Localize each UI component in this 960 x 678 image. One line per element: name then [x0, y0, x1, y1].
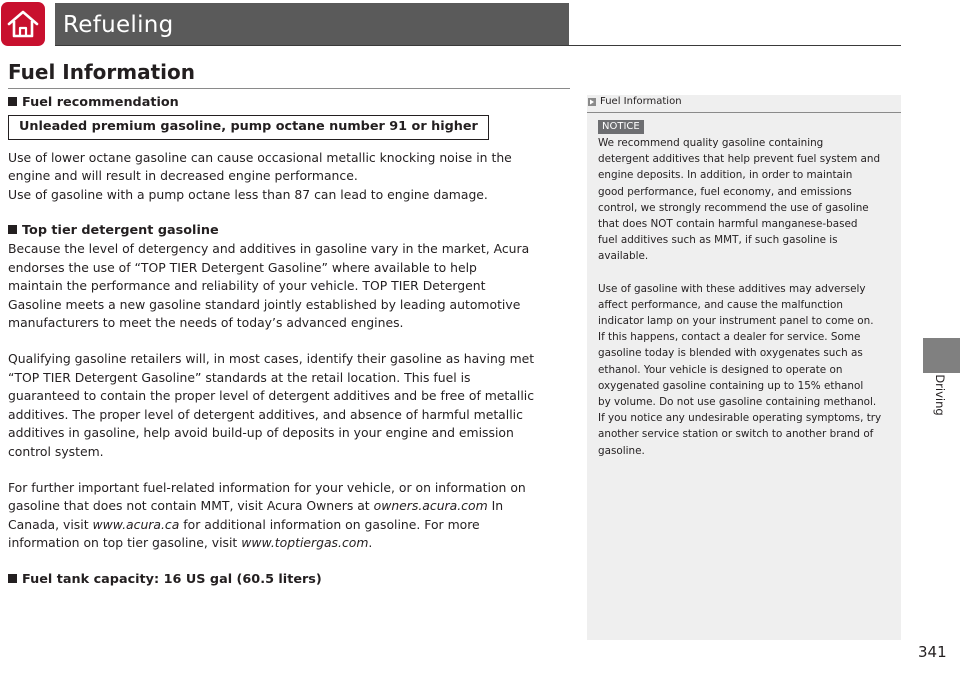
notice-line: good performance, fuel economy, and emissions [598, 185, 852, 198]
chapter-title: Refueling [63, 12, 174, 38]
section-title: Fuel Information [8, 60, 196, 84]
additive-line: ethanol. Your vehicle is designed to operate on [598, 363, 843, 376]
retailer-line: additives. The proper level of detergent additives, and absence of harmful metallic [8, 406, 523, 422]
main-content [8, 94, 573, 589]
top-tier-line: maintain the performance and reliability of your vehicle. TOP TIER Detergent [8, 278, 486, 294]
top-tier-line: Gasoline meets a new gasoline standard jointly established by leading automotive [8, 296, 521, 312]
notice-line: control, we strongly recommend the use of gasoline [598, 201, 869, 214]
acura-ca-link[interactable]: www.acura.ca [92, 516, 180, 532]
additive-line: If you notice any undesirable operating symptoms, try [598, 412, 882, 425]
fuel-recommendation-box: Unleaded premium gasoline, pump octane number 91 or higher [8, 115, 489, 139]
sidebar-divider [587, 112, 901, 113]
info-line: information on top tier gasoline, visit www.toptiergas.com. [8, 535, 373, 551]
sidebar-body [598, 135, 891, 459]
notice-line: We recommend quality gasoline containing [598, 137, 824, 149]
notice-badge: NOTICE [598, 120, 644, 134]
additive-line: If this happens, contact a dealer for service. Some [598, 331, 861, 344]
additive-line: affect performance, and cause the malfunction [598, 298, 843, 311]
chapter-tab-label: Driving [933, 374, 947, 416]
octane-warning-line: Use of lower octane gasoline can cause occasional metallic knocking noise in the [8, 149, 512, 165]
title-divider [55, 45, 901, 46]
bullet-square-icon [8, 97, 17, 106]
notice-line: detergent additives that help prevent fuel system and [598, 153, 881, 166]
retailer-line: guaranteed to contain the proper level of detergent additives and be free of metallic [8, 388, 535, 404]
top-tier-line: endorses the use of “TOP TIER Detergent Gasoline” where available to help [8, 259, 477, 275]
additive-line: oxygenated gasoline containing up to 15% ethanol [598, 379, 864, 392]
home-button[interactable] [1, 2, 45, 46]
notice-line: available. [598, 250, 649, 263]
fuel-tank-capacity-heading: Fuel tank capacity: 16 US gal (60.5 liters) [8, 571, 573, 589]
sidebar-header: Fuel Information [588, 96, 682, 107]
home-icon [6, 9, 40, 39]
section-divider [8, 88, 570, 89]
notice-line: engine deposits. In addition, in order to maintain [598, 169, 853, 182]
retailer-line: Qualifying gasoline retailers will, in most cases, identify their gasoline as having met [8, 351, 535, 367]
bullet-square-icon [8, 574, 17, 583]
top-tier-heading: Top tier detergent gasoline [8, 222, 573, 240]
bullet-square-icon [8, 225, 17, 234]
retailer-line: “TOP TIER Detergent Gasoline” standards at the retail location. This fuel is [8, 369, 471, 385]
top-tier-line: Because the level of detergency and additives in gasoline vary in the market, Acura [8, 241, 530, 257]
additive-line: another service station or switch to another brand of [598, 428, 874, 441]
arrow-right-icon [588, 98, 596, 106]
octane-warning-line: engine and will result in decreased engine performance. [8, 168, 358, 184]
retailer-line: additives in gasoline, help avoid build-up of deposits in your engine and emission [8, 425, 514, 441]
notice-line: that does NOT contain harmful manganese-based [598, 218, 858, 231]
retailer-line: control system. [8, 443, 104, 459]
chapter-title-bar [55, 3, 569, 45]
toptiergas-link[interactable]: www.toptiergas.com [241, 535, 369, 551]
info-line: Canada, visit www.acura.ca for additional information on gasoline. For more [8, 516, 480, 532]
sidebar-note [587, 95, 901, 640]
info-line: gasoline that does not contain MMT, visit Acura Owners at owners.acura.com In [8, 498, 504, 514]
top-tier-line: manufacturers to meet the needs of today’s advanced engines. [8, 315, 404, 331]
notice-line: fuel additives such as MMT, if such gasoline is [598, 234, 838, 247]
additive-line: Use of gasoline with these additives may adversely [598, 282, 866, 295]
owners-acura-link[interactable]: owners.acura.com [373, 498, 488, 514]
chapter-tab-driving[interactable] [923, 338, 960, 373]
octane-warning-line: Use of gasoline with a pump octane less than 87 can lead to engine damage. [8, 186, 488, 202]
fuel-recommendation-heading: Fuel recommendation [8, 94, 573, 112]
page-number: 341 [918, 643, 947, 661]
info-line: For further important fuel-related information for your vehicle, or on information on [8, 479, 526, 495]
additive-line: gasoline today is blended with oxygenates such as [598, 347, 863, 360]
additive-line: gasoline. [598, 444, 645, 457]
additive-line: indicator lamp on your instrument panel to come on. [598, 315, 874, 328]
additive-line: by volume. Do not use gasoline containing methanol. [598, 396, 877, 409]
